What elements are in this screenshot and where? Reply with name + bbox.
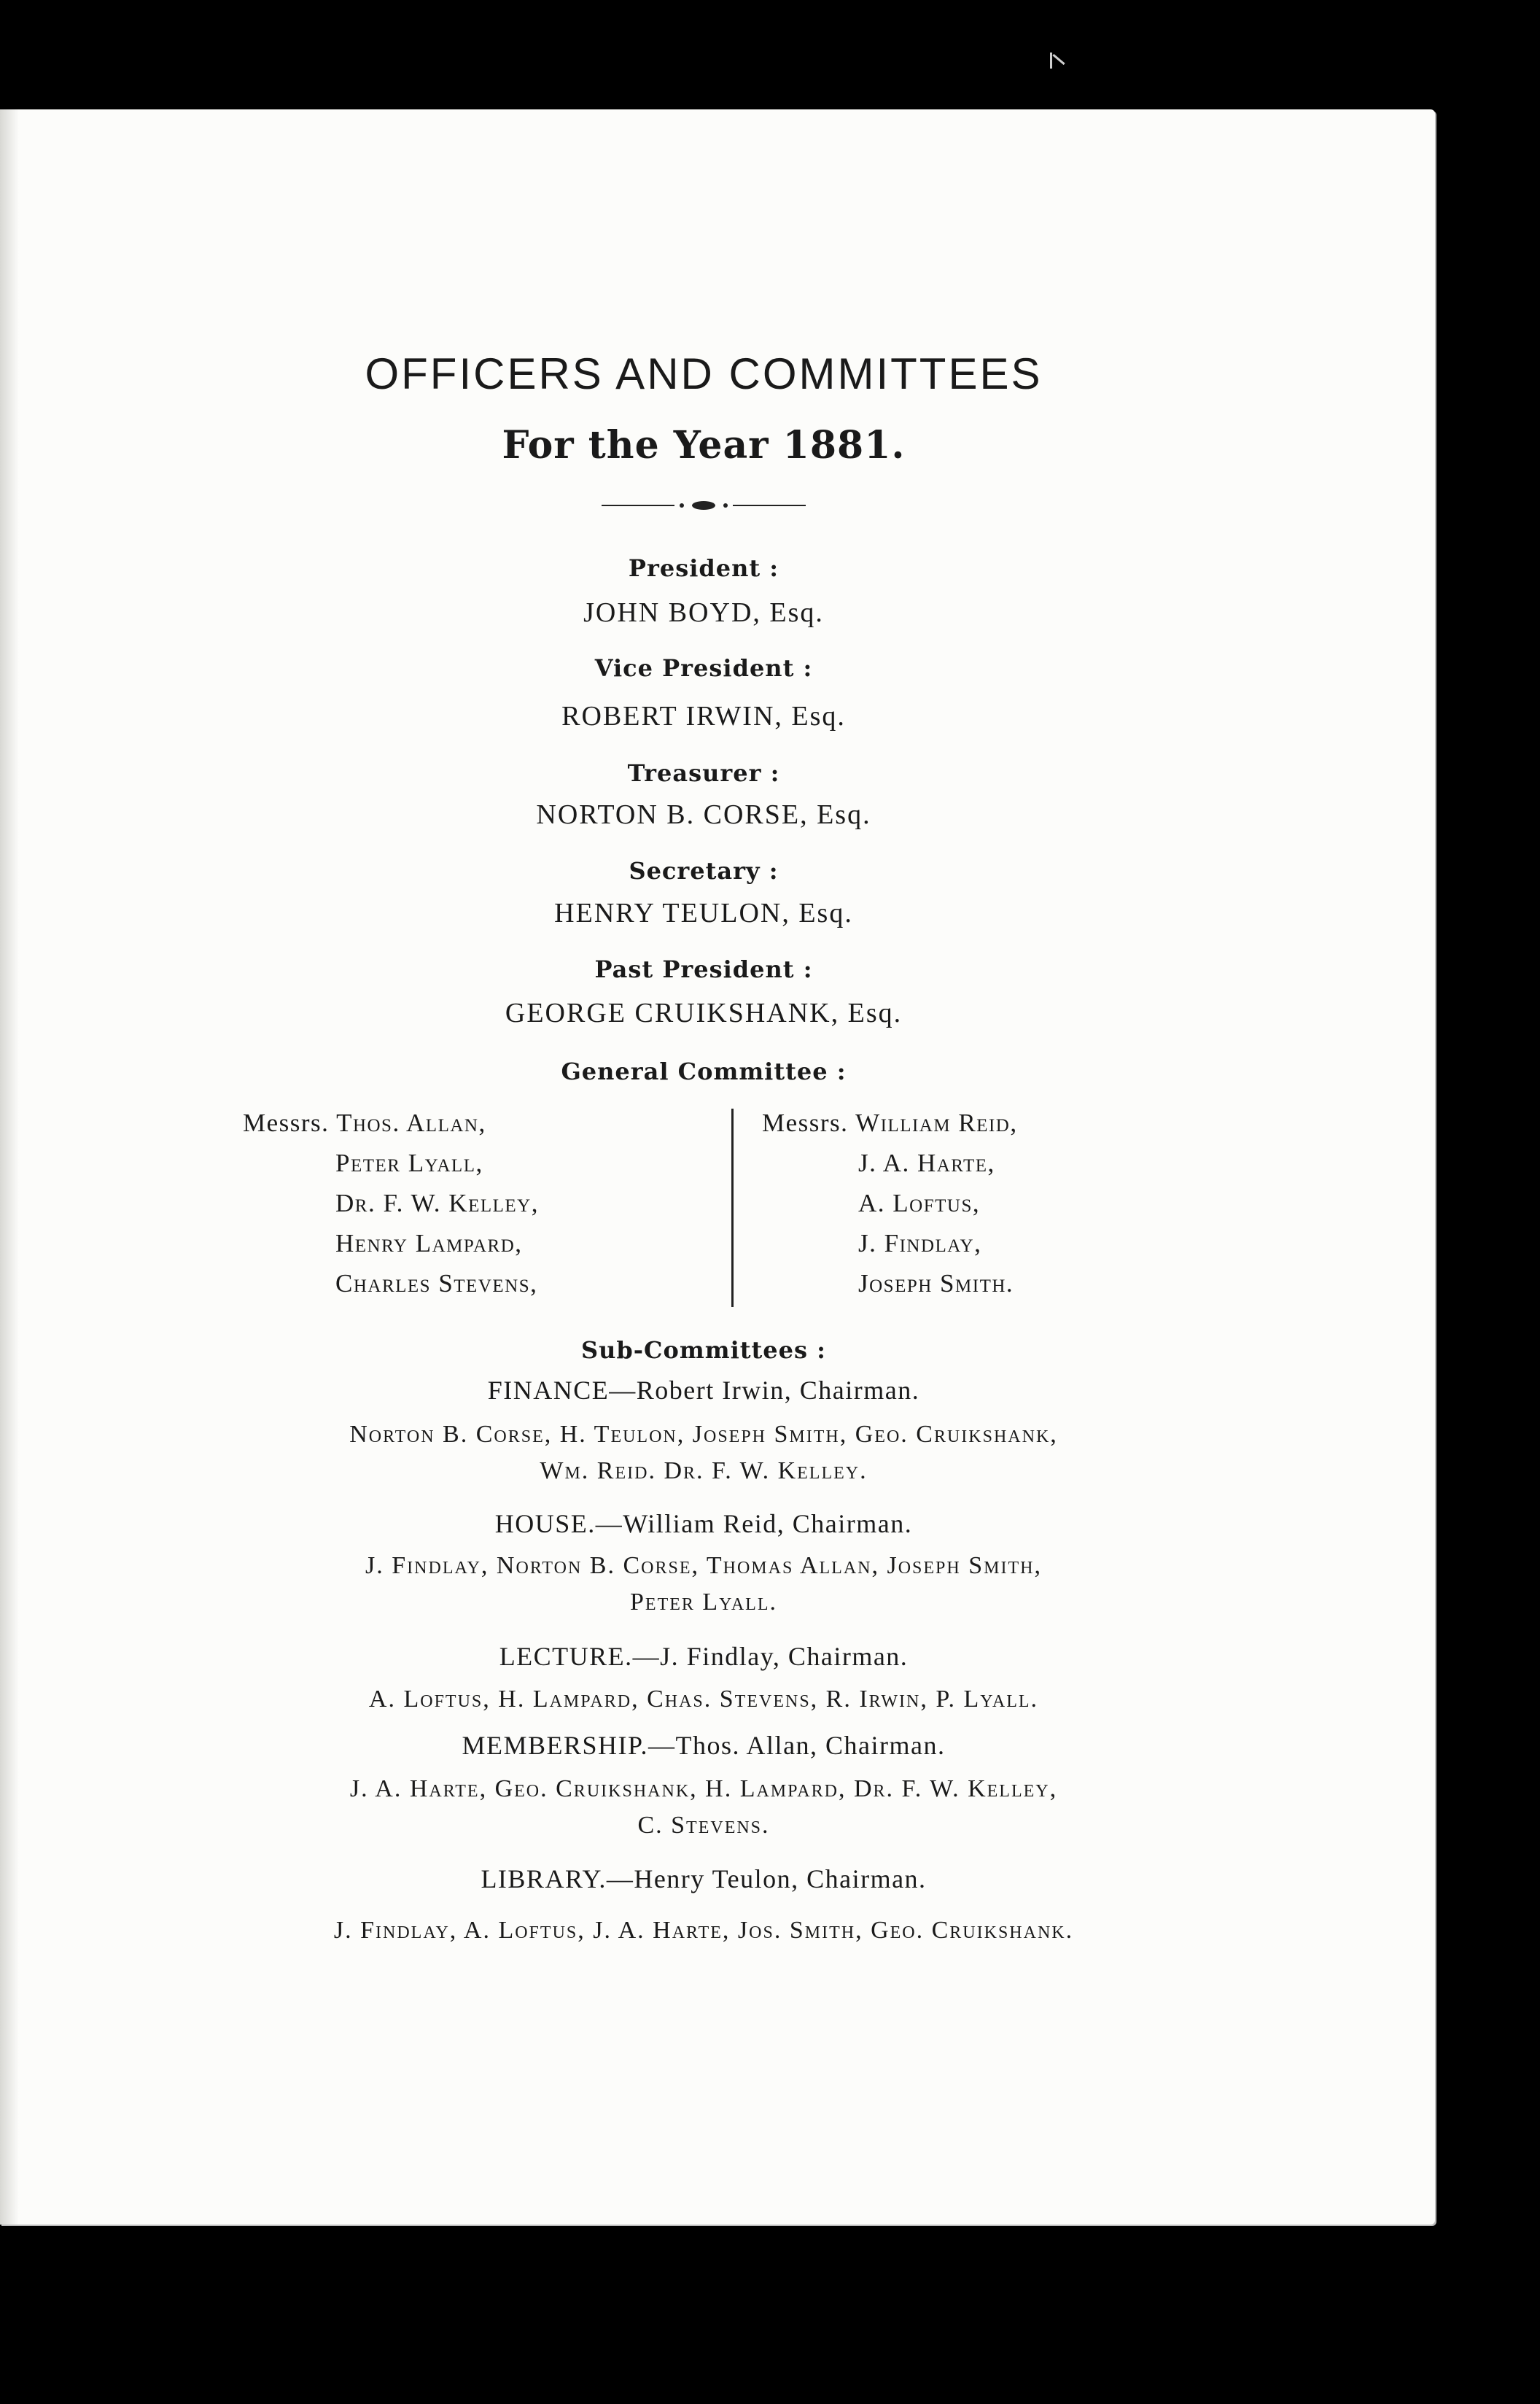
past-president-label: Past President : — [594, 955, 813, 983]
treasurer-label: Treasurer : — [627, 759, 780, 787]
scan-speck — [1052, 54, 1065, 65]
messrs-prefix: Messrs. — [762, 1109, 849, 1137]
column-divider — [731, 1109, 734, 1307]
general-committee-label: General Committee : — [561, 1058, 847, 1085]
ornament-divider — [0, 498, 1407, 513]
lecture-members-line: A. Loftus, H. Lampard, Chas. Stevens, R. Irwin, P. Lyall. — [368, 1686, 1039, 1713]
membership-heading: MEMBERSHIP.—Thos. Allan, Chairman. — [462, 1731, 946, 1760]
past-president-name: GEORGE CRUIKSHANK, Esq. — [505, 998, 903, 1028]
secretary-label: Secretary : — [629, 857, 779, 885]
vice-president-name: ROBERT IRWIN, Esq. — [561, 701, 846, 732]
general-committee-left-column — [243, 1103, 717, 1303]
general-committee-right-column — [762, 1103, 1272, 1303]
finance-members-line: Wm. Reid. Dr. F. W. Kelley. — [540, 1457, 868, 1484]
membership-members-line: C. Stevens. — [637, 1812, 770, 1839]
house-members-line: J. Findlay, Norton B. Corse, Thomas Allan, Joseph Smith, — [365, 1552, 1042, 1579]
library-members-line: J. Findlay, A. Loftus, J. A. Harte, Jos. Smith, Geo. Cruikshank. — [333, 1917, 1074, 1944]
house-members-line: Peter Lyall. — [630, 1589, 777, 1616]
president-name: JOHN BOYD, Esq. — [583, 597, 824, 628]
vice-president-label: Vice President : — [594, 654, 813, 682]
house-heading: HOUSE.—William Reid, Chairman. — [494, 1509, 913, 1538]
committee-member: Peter Lyall, — [335, 1149, 483, 1177]
committee-member: Dr. F. W. Kelley, — [335, 1189, 539, 1217]
committee-member: A. Loftus, — [858, 1189, 981, 1217]
committee-member: Joseph Smith. — [858, 1269, 1014, 1298]
secretary-name: HENRY TEULON, Esq. — [554, 898, 853, 928]
messrs-prefix: Messrs. — [243, 1109, 330, 1137]
lecture-heading: LECTURE.—J. Findlay, Chairman. — [499, 1642, 909, 1671]
finance-heading: FINANCE—Robert Irwin, Chairman. — [487, 1376, 920, 1405]
membership-members-line: J. A. Harte, Geo. Cruikshank, H. Lampard, Dr. F. W. Kelley, — [349, 1775, 1058, 1802]
member-name: Thos. Allan, — [336, 1109, 486, 1137]
member-name: William Reid, — [855, 1109, 1018, 1137]
committee-member: J. A. Harte, — [858, 1149, 995, 1177]
page-title: OFFICERS AND COMMITTEES — [365, 349, 1043, 398]
finance-members-line: Norton B. Corse, H. Teulon, Joseph Smith, Geo. Cruikshank, — [349, 1421, 1058, 1448]
committee-member — [762, 1103, 1272, 1143]
committee-member — [243, 1103, 717, 1143]
committee-member: Henry Lampard, — [335, 1229, 523, 1257]
treasurer-name: NORTON B. CORSE, Esq. — [536, 799, 871, 830]
committee-member: Charles Stevens, — [335, 1269, 538, 1298]
library-heading: LIBRARY.—Henry Teulon, Chairman. — [481, 1864, 927, 1893]
committee-member: J. Findlay, — [858, 1229, 982, 1257]
page-subtitle: For the Year 1881. — [502, 423, 906, 468]
sub-committees-label: Sub-Committees : — [581, 1336, 826, 1364]
president-label: President : — [628, 554, 779, 582]
